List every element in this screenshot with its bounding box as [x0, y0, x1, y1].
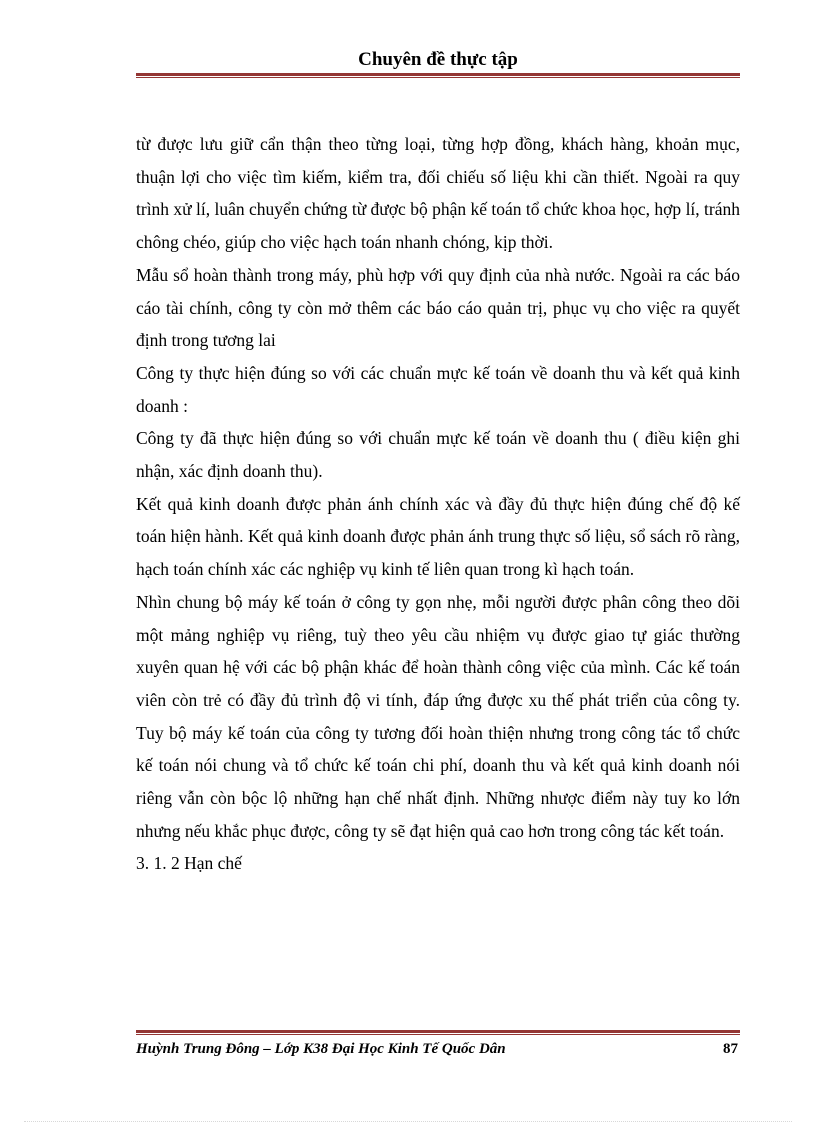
page-footer	[136, 1038, 740, 1060]
document-body	[136, 128, 740, 880]
paragraph: Kết quả kinh doanh được phản ánh chính xác và đầy đủ thực hiện đúng chế độ kế toán hiện hành. Kết quả kinh doanh được phản ánh trung thực số liệu, sổ sách rõ ràng, hạch toán chính xác các nghiệp vụ kinh tế liên quan trong kì hạch toán.	[136, 493, 740, 580]
footer-divider	[136, 1030, 740, 1035]
paragraph: Mẫu sổ hoàn thành trong máy, phù hợp với quy định của nhà nước. Ngoài ra các báo cáo tài chính, công ty còn mở thêm các báo cáo quản trị, phục vụ cho việc ra quyết định trong tương lai	[136, 264, 740, 351]
paragraph: Công ty thực hiện đúng so với các chuẩn mực kế toán về doanh thu và kết quả kinh doanh :	[136, 362, 740, 416]
page-edge-line	[24, 1121, 792, 1122]
section-heading: 3. 1. 2 Hạn chế	[136, 853, 242, 874]
page-header-title: Chuyên đề thực tập	[358, 49, 518, 70]
paragraph: từ được lưu giữ cẩn thận theo từng loại, từng hợp đồng, khách hàng, khoản mục, thuận lợi cho việc tìm kiếm, kiểm tra, đối chiếu số liệu khi cần thiết. Ngoài ra quy trình xử lí, luân chuyển chứng từ được bộ phận kế toán tổ chức khoa học, hợp lí, tránh chông chéo, giúp cho việc hạch toán nhanh chóng, kịp thời.	[136, 134, 740, 253]
paragraph: Tuy bộ máy kế toán của công ty tương đối hoàn thiện nhưng trong công tác tổ chức kế toán nói chung và tổ chức kế toán chi phí, doanh thu và kết quả kinh doanh nói riêng vẫn còn bộc lộ những hạn chế nhất định. Những nhược điểm này tuy ko lớn nhưng nếu khắc phục được, công ty sẽ đạt hiện quả cao hơn trong công tác kết toán.	[136, 722, 740, 841]
paragraph: Nhìn chung bộ máy kế toán ở công ty gọn nhẹ, mỗi người được phân công theo dõi một mảng nghiệp vụ riêng, tuỳ theo yêu cầu nhiệm vụ được giao tự giác thường xuyên quan hệ với các bộ phận khác để hoàn thành công việc của mình. Các kế toán viên còn trẻ có đầy đủ trình độ vi tính, đáp ứng được xu thế phát triển của công ty.	[136, 591, 740, 710]
header-divider	[136, 73, 740, 78]
paragraph: Công ty đã thực hiện đúng so với chuẩn mực kế toán về doanh thu ( điều kiện ghi nhận, xác định doanh thu).	[136, 428, 740, 482]
footer-author: Huỳnh Trung Đông – Lớp K38 Đại Học Kinh Tế Quốc Dân	[136, 1041, 506, 1057]
page-number: 87	[723, 1041, 738, 1057]
